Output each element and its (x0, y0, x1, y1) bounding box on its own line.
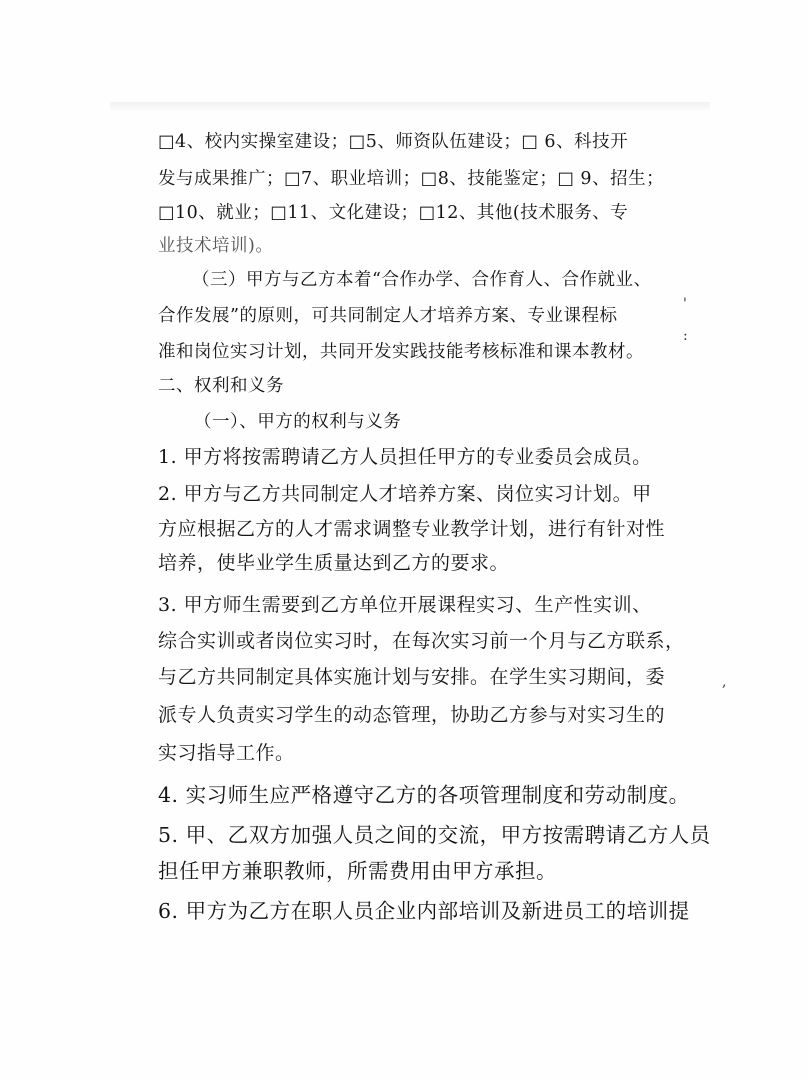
text-line-3: □10、就业；□11、文化建设；□12、其他(技术服务、专 (158, 203, 629, 223)
section-heading-rights: 二、权利和义务 (158, 376, 284, 396)
text-line-11: 2. 甲方与乙方共同制定人才培养方案、岗位实习计划。甲 (158, 483, 652, 505)
text-line-19: 4. 实习师生应严格遵守乙方的各项管理制度和劳动制度。 (158, 783, 690, 807)
text-line-17: 派专人负责实习学生的动态管理，协助乙方参与对实习生的 (158, 704, 666, 726)
text-line-5: （三）甲方与乙方本着“合作办学、合作育人、合作就业、 (192, 270, 652, 290)
scan-speck: : (683, 328, 688, 344)
subsection-heading-party-a: （一）、甲方的权利与义务 (194, 412, 402, 432)
text-line-16: 与乙方共同制定具体实施计划与安排。在学生实习期间，委 (158, 666, 666, 688)
text-line-4: 业技术培训)。 (158, 236, 274, 256)
text-line-10: 1. 甲方将按需聘请乙方人员担任甲方的专业委员会成员。 (158, 446, 652, 468)
text-line-21: 担任甲方兼职教师，所需费用由甲方承担。 (158, 859, 557, 883)
text-line-13: 培养，使毕业学生质量达到乙方的要求。 (158, 552, 510, 574)
text-line-7: 准和岗位实习计划，共同开发实践技能考核标准和课本教材。 (158, 342, 644, 362)
scan-speck: , (722, 674, 727, 690)
text-line-14: 3. 甲方师生需要到乙方单位开展课程实习、生产性实训、 (158, 594, 652, 616)
text-line-6: 合作发展”的原则，可共同制定人才培养方案、专业课程标 (158, 306, 618, 326)
text-line-12: 方应根据乙方的人才需求调整专业教学计划，进行有针对性 (158, 518, 666, 540)
text-line-18: 实习指导工作。 (158, 742, 295, 764)
text-line-15: 综合实训或者岗位实习时，在每次实习前一个月与乙方联系， (158, 630, 685, 652)
text-line-22: 6. 甲方为乙方在职人员企业内部培训及新进员工的培训提 (158, 899, 690, 923)
text-line-2: 发与成果推广；□7、职业培训；□8、技能鉴定；□ 9、招生； (158, 169, 665, 189)
scan-edge-shadow (110, 102, 710, 112)
text-line-20: 5. 甲、乙双方加强人员之间的交流，甲方按需聘请乙方人员 (158, 823, 711, 847)
text-line-1: □4、校内实操室建设；□5、师资队伍建设；□ 6、科技开 (158, 132, 629, 152)
scan-speck: ' (683, 296, 687, 312)
